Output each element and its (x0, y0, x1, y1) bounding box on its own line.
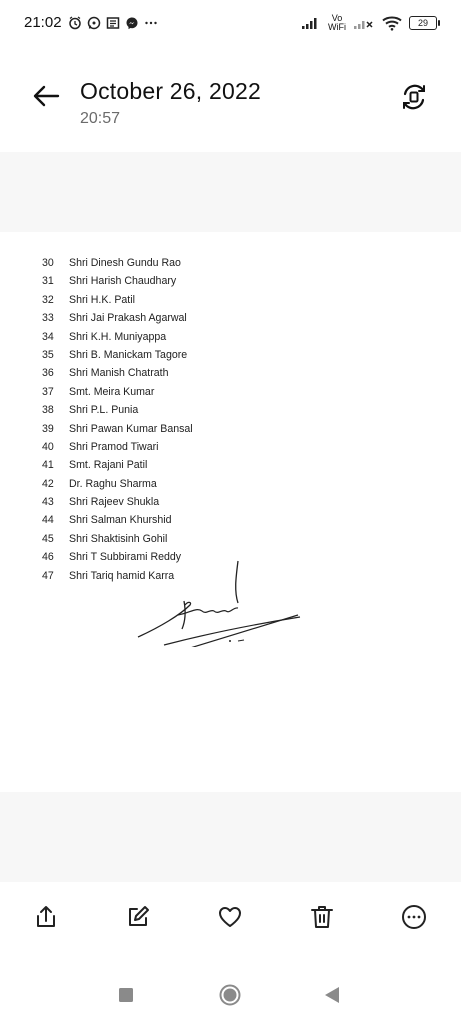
row-number: 40 (42, 440, 54, 453)
whatsapp-icon (87, 16, 101, 30)
trash-icon[interactable] (308, 903, 336, 931)
vowifi-indicator (328, 14, 346, 32)
row-name: Shri Dinesh Gundu Rao (69, 257, 181, 269)
back-arrow-icon[interactable] (30, 82, 62, 110)
home-button[interactable] (219, 984, 241, 1006)
row-name: Smt. Meira Kumar (69, 385, 155, 398)
member-list (42, 257, 193, 588)
row-number: 35 (42, 348, 54, 361)
list-item (42, 294, 193, 312)
row-name: Shri Harish Chaudhary (69, 275, 177, 288)
row-number: 32 (42, 293, 54, 306)
list-item (42, 514, 193, 532)
messenger-icon (125, 16, 139, 30)
battery-level: 29 (417, 18, 428, 28)
recents-button[interactable] (118, 987, 134, 1003)
more-icon[interactable] (400, 903, 428, 931)
news-icon (106, 16, 120, 30)
list-item (42, 257, 193, 275)
row-number: 43 (42, 496, 54, 509)
system-nav-bar (0, 972, 461, 1018)
document-photo[interactable] (0, 232, 461, 792)
row-name: Dr. Raghu Sharma (69, 477, 157, 490)
edit-icon[interactable] (124, 903, 152, 931)
page-subtitle: 20:57 (80, 110, 121, 127)
row-number: 38 (42, 404, 54, 417)
photo-margin-top (0, 152, 461, 232)
share-icon[interactable] (32, 903, 60, 931)
vowifi-bottom-label: WiFi (328, 22, 346, 32)
row-number: 33 (42, 312, 54, 325)
row-number: 46 (42, 551, 54, 564)
list-item (42, 331, 193, 349)
row-name: Shri K.H. Muniyappa (69, 330, 167, 343)
row-name: Smt. Rajani Patil (69, 459, 148, 472)
row-number: 39 (42, 422, 54, 435)
row-name: Shri T Subbirami Reddy (69, 551, 182, 564)
signal-icon (301, 16, 321, 30)
row-number: 37 (42, 385, 54, 398)
row-number: 47 (42, 569, 54, 582)
row-name: Shri Rajeev Shukla (69, 496, 160, 509)
row-name: Shri P.L. Punia (69, 404, 139, 417)
row-number: 44 (42, 514, 54, 527)
list-item (42, 423, 193, 441)
row-name: Shri H.K. Patil (69, 293, 135, 306)
list-item (42, 441, 193, 459)
photo-action-toolbar (0, 888, 461, 948)
status-time: 21:02 (24, 14, 62, 31)
list-item (42, 349, 193, 367)
list-item (42, 312, 193, 330)
heart-icon[interactable] (216, 903, 244, 931)
row-name: Shri Salman Khurshid (69, 514, 172, 527)
row-name: Shri Pawan Kumar Bansal (69, 422, 193, 435)
row-number: 36 (42, 367, 54, 380)
row-name: Shri Jai Prakash Agarwal (69, 312, 187, 325)
row-name: Shri Shaktisinh Gohil (69, 532, 168, 545)
row-number: 30 (42, 257, 54, 269)
vowifi-top-label: Vo (331, 13, 343, 23)
row-name: Shri Manish Chatrath (69, 367, 169, 380)
signal-no-service-icon (353, 16, 375, 30)
row-name: Shri B. Manickam Tagore (69, 348, 188, 361)
row-number: 34 (42, 330, 54, 343)
rotate-icon[interactable] (399, 82, 429, 112)
list-item (42, 275, 193, 293)
photo-margin-bottom (0, 792, 461, 882)
row-number: 41 (42, 459, 54, 472)
row-number: 42 (42, 477, 54, 490)
page-title: October 26, 2022 (80, 78, 261, 104)
list-item (42, 496, 193, 514)
row-name: Shri Pramod Tiwari (69, 440, 159, 453)
list-item (42, 367, 193, 385)
list-item (42, 459, 193, 477)
row-number: 45 (42, 532, 54, 545)
list-item (42, 478, 193, 496)
row-number: 31 (42, 275, 54, 288)
row-name: Shri Tariq hamid Karra (69, 569, 175, 582)
status-bar (0, 0, 461, 48)
handwritten-signature (130, 557, 310, 647)
battery-indicator (409, 16, 437, 30)
list-item (42, 533, 193, 551)
more-dots-icon (144, 16, 158, 30)
wifi-icon (382, 15, 402, 31)
list-item (42, 386, 193, 404)
alarm-icon (68, 16, 82, 30)
photo-header (0, 60, 461, 140)
list-item (42, 404, 193, 422)
back-button[interactable] (324, 986, 340, 1004)
